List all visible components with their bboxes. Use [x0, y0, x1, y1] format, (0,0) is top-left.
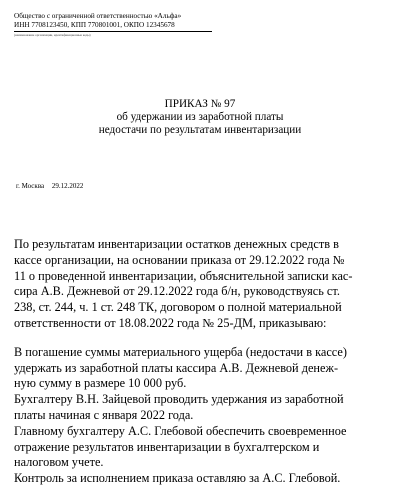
- organization-header: [14, 12, 212, 37]
- place-and-date: [16, 182, 89, 190]
- order-line: В погашение суммы материального ущерба (недостачи в кассе): [14, 344, 347, 359]
- organization-codes: ИНН 7708123450, КПП 770801001, ОКПО 12345678: [14, 21, 175, 29]
- order-line: Контроль за исполнением приказа оставляю за А.С. Глебовой.: [14, 471, 341, 486]
- organization-caption: (наименование организации, идентификационные коды): [14, 31, 212, 37]
- order-subject-line-2: недостачи по результатам инвентаризации: [98, 124, 302, 137]
- order-line: отражение результатов инвентаризации в бухгалтерском и: [14, 439, 320, 454]
- preamble-line: ответственности от 18.08.2022 года № 25-ДМ, приказываю:: [14, 315, 327, 330]
- organization-name: Общество с ограниченной ответственностью «Альфа»: [14, 12, 182, 20]
- order-line: платы начиная с января 2022 года.: [14, 407, 194, 422]
- preamble-line: кассе организации, на основании приказа от 29.12.2022 года №: [14, 252, 345, 267]
- paragraph-gap: [14, 332, 382, 345]
- order-subject-line-1: об удержании из заработной платы: [116, 111, 284, 124]
- order-body: [14, 237, 382, 487]
- preamble-line: сира А.В. Дежневой от 29.12.2022 года б/н, руководствуясь ст.: [14, 284, 340, 299]
- preamble-line: 11 о проведенной инвентаризации, объяснительной записки кас-: [14, 268, 353, 283]
- preamble-line: По результатам инвентаризации остатков денежных средств в: [14, 237, 339, 251]
- place: г. Москва: [16, 182, 45, 190]
- order-line: налоговом учете.: [14, 455, 104, 470]
- preamble-line: 238, ст. 244, ч. 1 ст. 248 ТК, договором о полной материальной: [14, 300, 342, 315]
- order-number: ПРИКАЗ № 97: [164, 98, 236, 110]
- order-line: Главному бухгалтеру А.С. Глебовой обеспечить своевременное: [14, 423, 347, 438]
- order-title: [0, 98, 400, 138]
- order-line: Бухгалтеру В.Н. Зайцевой проводить удержания из заработной: [14, 392, 344, 407]
- order-line: удержать из заработной платы кассира А.В. Дежневой денеж-: [14, 360, 339, 375]
- order-line: ную сумму в размере 10 000 руб.: [14, 376, 187, 391]
- order-date: 29.12.2022: [51, 182, 84, 190]
